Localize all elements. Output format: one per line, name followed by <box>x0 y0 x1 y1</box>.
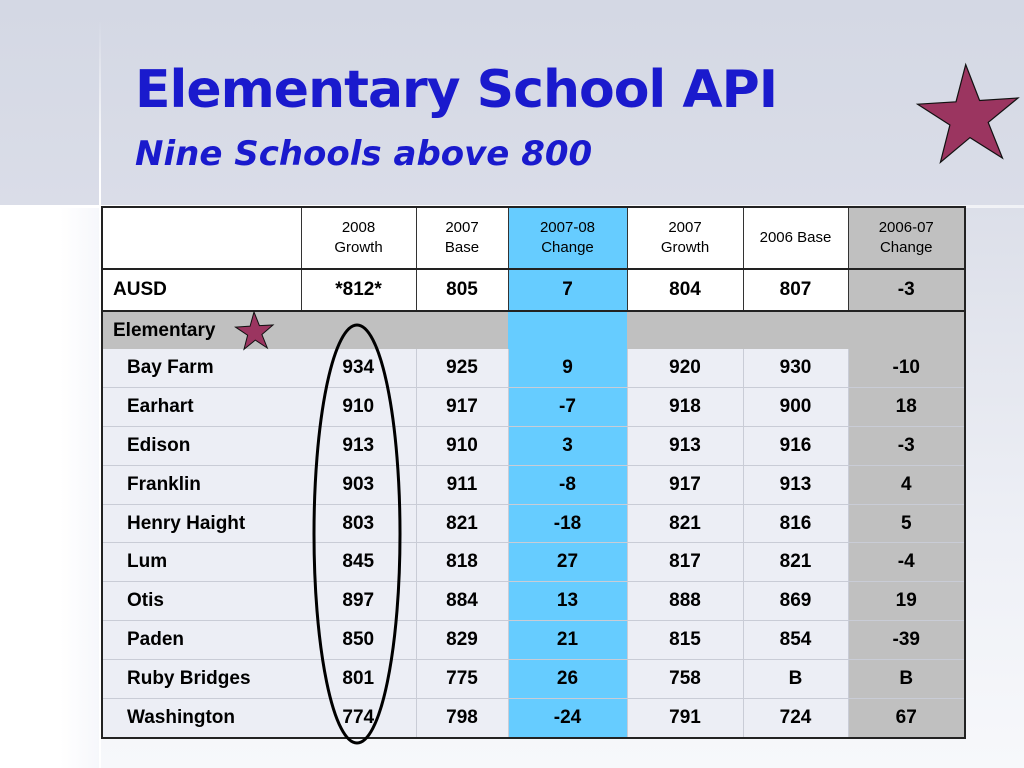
column-header-line: 2007 <box>668 219 702 236</box>
table-row <box>102 504 965 543</box>
school-value: 4 <box>848 465 965 504</box>
school-value: 775 <box>416 660 508 699</box>
section-row <box>102 311 965 349</box>
column-header <box>508 207 627 269</box>
school-value: 816 <box>743 504 848 543</box>
school-value: -24 <box>508 699 627 738</box>
school-value: -10 <box>848 349 965 387</box>
district-row <box>102 269 965 311</box>
school-value: 869 <box>743 582 848 621</box>
school-value: 803 <box>301 504 416 543</box>
left-margin <box>0 207 100 768</box>
column-header-line: 2008 <box>341 219 376 236</box>
column-header <box>743 207 848 269</box>
school-value: -39 <box>848 621 965 660</box>
school-value: 818 <box>416 543 508 582</box>
school-value: 9 <box>508 349 627 387</box>
school-value: 930 <box>743 349 848 387</box>
section-cell <box>508 311 627 349</box>
school-value: 934 <box>301 349 416 387</box>
section-cell <box>627 311 743 349</box>
school-name: Henry Haight <box>102 504 301 543</box>
school-value: 3 <box>508 426 627 465</box>
slide-title: Elementary School API <box>135 60 778 120</box>
school-value: 900 <box>743 387 848 426</box>
slide-subtitle: Nine Schools above 800 <box>135 134 593 174</box>
school-value: 815 <box>627 621 743 660</box>
school-name: Edison <box>102 426 301 465</box>
section-cell <box>301 311 416 349</box>
school-value: 917 <box>627 465 743 504</box>
school-value: -7 <box>508 387 627 426</box>
school-value: 850 <box>301 621 416 660</box>
table-row <box>102 582 965 621</box>
school-value: 821 <box>416 504 508 543</box>
school-value: 845 <box>301 543 416 582</box>
school-value: 854 <box>743 621 848 660</box>
school-name: Bay Farm <box>102 349 301 387</box>
school-value: 798 <box>416 699 508 738</box>
school-name: Otis <box>102 582 301 621</box>
school-value: 888 <box>627 582 743 621</box>
section-cell <box>416 311 508 349</box>
api-table <box>101 206 966 739</box>
column-header <box>416 207 508 269</box>
header-row <box>102 207 965 269</box>
school-value: 903 <box>301 465 416 504</box>
district-value: 7 <box>508 269 627 311</box>
school-value: 910 <box>416 426 508 465</box>
school-value: 27 <box>508 543 627 582</box>
column-header-line: 2007 <box>445 219 479 236</box>
school-value: 913 <box>627 426 743 465</box>
table-row <box>102 349 965 387</box>
column-header-line: 2007-08 <box>539 219 596 236</box>
school-name: Lum <box>102 543 301 582</box>
school-value: 13 <box>508 582 627 621</box>
school-value: 817 <box>627 543 743 582</box>
district-value: *812* <box>301 269 416 311</box>
school-value: 774 <box>301 699 416 738</box>
column-header-line: Change <box>541 239 594 256</box>
school-value: B <box>848 660 965 699</box>
school-value: 918 <box>627 387 743 426</box>
school-value: 19 <box>848 582 965 621</box>
table-row <box>102 543 965 582</box>
school-name: Earhart <box>102 387 301 426</box>
school-value: 5 <box>848 504 965 543</box>
section-cell <box>848 311 965 349</box>
district-value: 804 <box>627 269 743 311</box>
school-value: 821 <box>743 543 848 582</box>
school-value: 897 <box>301 582 416 621</box>
school-value: 21 <box>508 621 627 660</box>
table-row <box>102 387 965 426</box>
school-value: 758 <box>627 660 743 699</box>
school-value: 925 <box>416 349 508 387</box>
school-value: -8 <box>508 465 627 504</box>
school-value: 884 <box>416 582 508 621</box>
school-value: 913 <box>743 465 848 504</box>
school-name: Paden <box>102 621 301 660</box>
column-header <box>848 207 965 269</box>
api-table-body <box>102 207 965 738</box>
school-value: 821 <box>627 504 743 543</box>
district-value: -3 <box>848 269 965 311</box>
school-value: 26 <box>508 660 627 699</box>
section-cell <box>743 311 848 349</box>
column-header-line: Growth <box>334 239 383 256</box>
district-value: 807 <box>743 269 848 311</box>
school-value: 913 <box>301 426 416 465</box>
school-value: -3 <box>848 426 965 465</box>
school-value: 910 <box>301 387 416 426</box>
column-header-line: 2006 Base <box>759 229 832 246</box>
table-row <box>102 660 965 699</box>
school-value: B <box>743 660 848 699</box>
table-row <box>102 426 965 465</box>
table-row <box>102 621 965 660</box>
district-name: AUSD <box>102 269 301 311</box>
school-value: 67 <box>848 699 965 738</box>
table-row <box>102 699 965 738</box>
column-header-line: Change <box>879 239 933 256</box>
school-value: 911 <box>416 465 508 504</box>
district-value: 805 <box>416 269 508 311</box>
school-value: 18 <box>848 387 965 426</box>
school-value: 791 <box>627 699 743 738</box>
school-value: 801 <box>301 660 416 699</box>
section-label: Elementary <box>102 311 301 349</box>
column-header-line: Base <box>444 239 480 256</box>
school-name: Washington <box>102 699 301 738</box>
column-header <box>102 207 301 269</box>
school-name: Franklin <box>102 465 301 504</box>
school-name: Ruby Bridges <box>102 660 301 699</box>
column-header <box>627 207 743 269</box>
column-header <box>301 207 416 269</box>
school-value: 829 <box>416 621 508 660</box>
table-row <box>102 465 965 504</box>
school-value: 917 <box>416 387 508 426</box>
school-value: 724 <box>743 699 848 738</box>
school-value: -4 <box>848 543 965 582</box>
school-value: 916 <box>743 426 848 465</box>
column-header-line: 2006-07 <box>878 219 934 236</box>
school-value: 920 <box>627 349 743 387</box>
column-header-line: Growth <box>660 239 710 256</box>
school-value: -18 <box>508 504 627 543</box>
